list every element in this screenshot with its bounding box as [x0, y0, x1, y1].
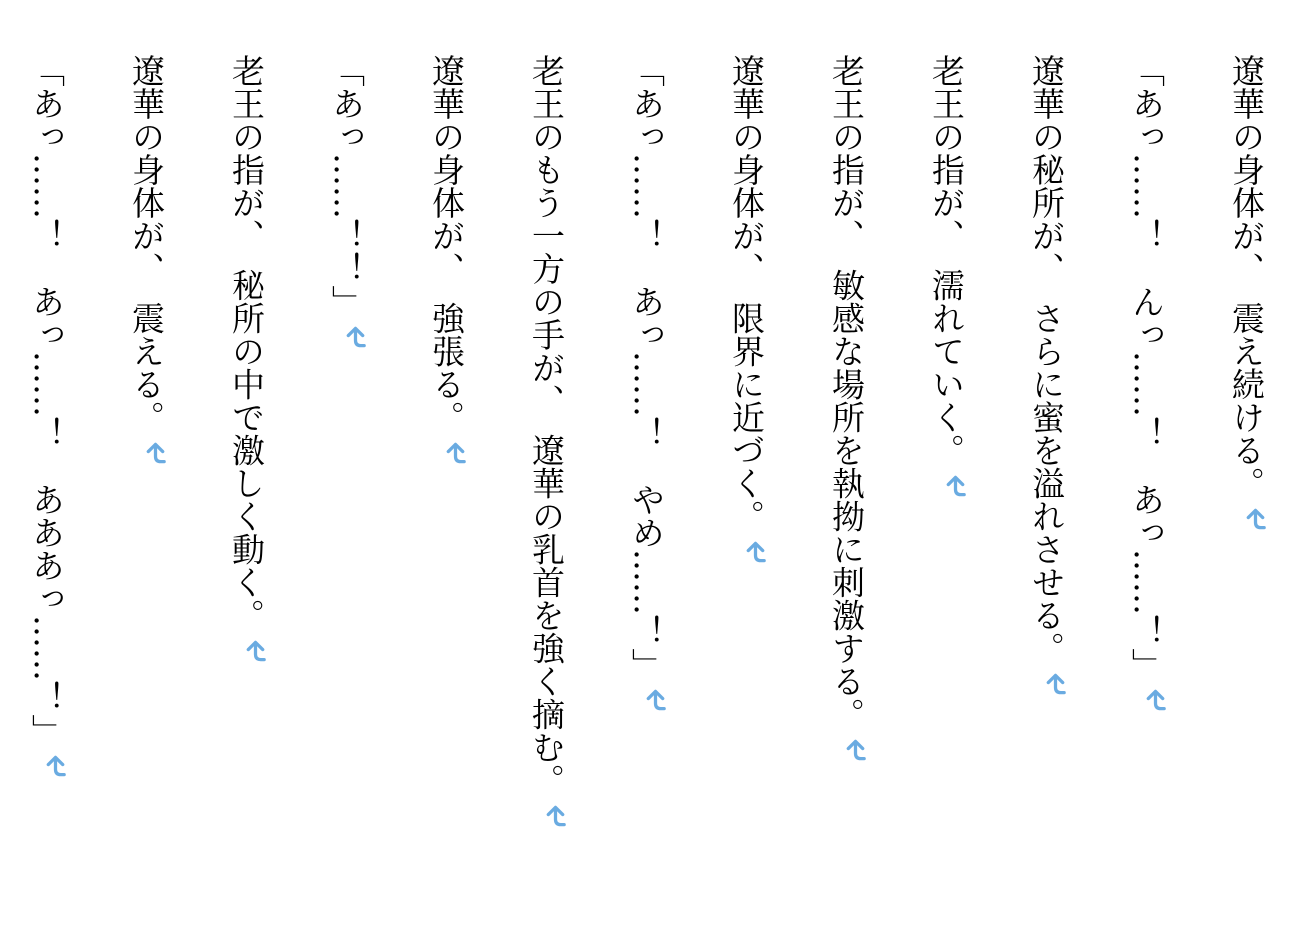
text-line: [0, 54, 96, 952]
jump-up-arrow-icon[interactable]: [943, 474, 968, 499]
jump-up-arrow-icon[interactable]: [843, 738, 868, 763]
jump-up-arrow-icon[interactable]: [243, 639, 268, 664]
line-text: 老王の指が、 秘所の中で激しく動く。: [227, 54, 266, 632]
jump-up-arrow-icon[interactable]: [643, 688, 668, 713]
line-text: 老王のもう一方の手が、 遼華の乳首を強く摘む。: [527, 54, 566, 797]
jump-up-arrow-icon[interactable]: [143, 441, 168, 466]
text-line: [896, 54, 996, 952]
text-line: [96, 54, 196, 952]
line-text: 遼華の身体が、 限界に近づく。: [727, 54, 766, 533]
line-text: 「あっ……！ あっ……！ あああっ……！」: [27, 54, 66, 747]
jump-up-arrow-icon[interactable]: [343, 325, 368, 350]
text-line: [396, 54, 496, 952]
text-line: [496, 54, 596, 952]
text-line: [996, 54, 1096, 952]
text-line: [1096, 54, 1196, 952]
line-text: 遼華の身体が、 震え続ける。: [1227, 54, 1266, 500]
line-text: 遼華の身体が、 強張る。: [427, 54, 466, 434]
line-text: 老王の指が、 濡れていく。: [927, 54, 966, 467]
jump-up-arrow-icon[interactable]: [543, 804, 568, 829]
text-line: [596, 54, 696, 952]
jump-up-arrow-icon[interactable]: [1043, 672, 1068, 697]
jump-up-arrow-icon[interactable]: [443, 441, 468, 466]
line-text: 「あっ……！！」: [327, 54, 366, 318]
jump-up-arrow-icon[interactable]: [1243, 507, 1268, 532]
line-text: 「あっ……！ んっ……！ あっ……！」: [1127, 54, 1166, 681]
jump-up-arrow-icon[interactable]: [43, 754, 68, 779]
text-line: [696, 54, 796, 952]
line-text: 「あっ……！ あっ……！ やめ……！」: [627, 54, 666, 681]
line-text: 遼華の身体が、 震える。: [127, 54, 166, 434]
jump-up-arrow-icon[interactable]: [1143, 688, 1168, 713]
text-line: [296, 54, 396, 952]
jump-up-arrow-icon[interactable]: [743, 540, 768, 565]
text-line: [796, 54, 896, 952]
text-line: [196, 54, 296, 952]
line-text: 老王の指が、 敏感な場所を執拗に刺激する。: [827, 54, 866, 731]
line-text: 遼華の秘所が、 さらに蜜を溢れさせる。: [1027, 54, 1066, 665]
text-line: [1196, 54, 1296, 952]
